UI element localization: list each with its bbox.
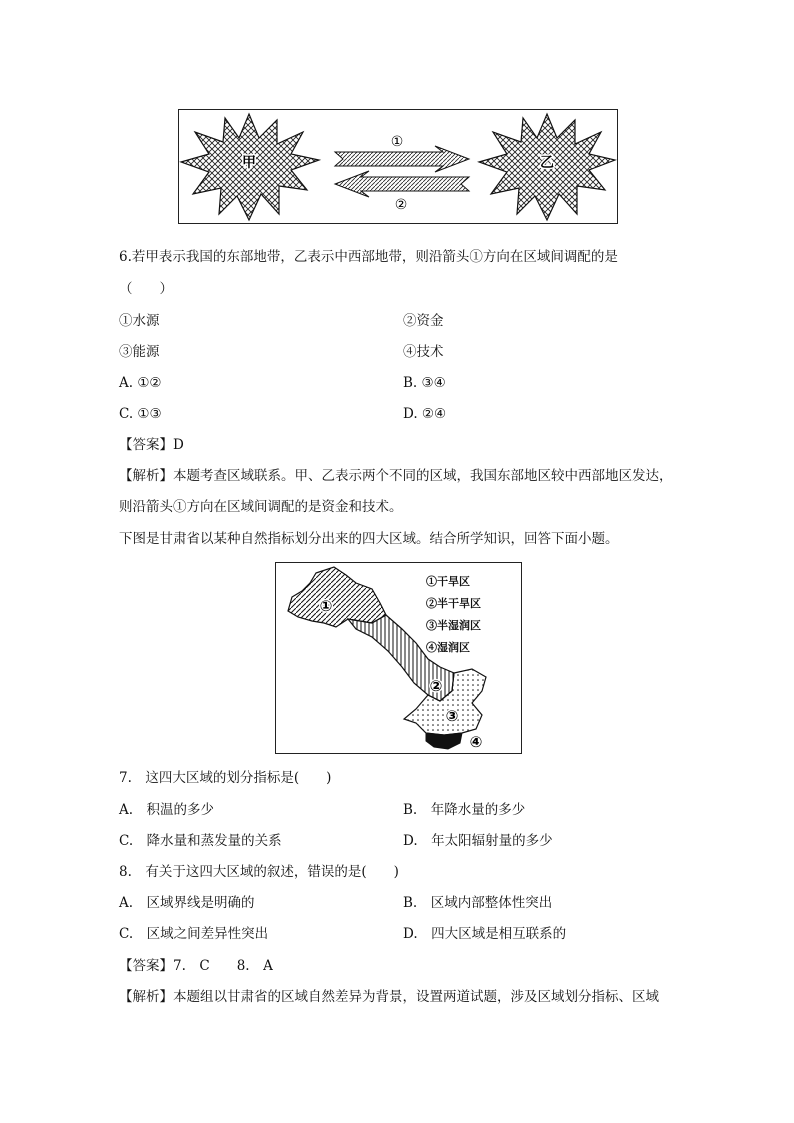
legend-item-humid: ④湿润区	[426, 641, 470, 654]
q6-item-3: ③能源	[119, 344, 160, 360]
q8-stem: 8. 有关于这四大区域的叙述，错误的是( )	[119, 864, 399, 880]
legend-item-arid: ①干旱区	[426, 575, 470, 588]
gansu-map-figure	[275, 562, 522, 754]
region-exchange-figure	[178, 109, 618, 224]
legend-item-semiarid: ②半干旱区	[426, 597, 481, 610]
q6-analysis-line-2: 则沿箭头①方向在区域间调配的是资金和技术。	[119, 499, 403, 515]
q6-analysis-line-1: 【解析】本题考查区域联系。甲、乙表示两个不同的区域，我国东部地区较中西部地区发达，	[119, 468, 673, 484]
q7-stem: 7. 这四大区域的划分指标是( )	[119, 770, 332, 786]
q7-option-d: D. 年太阳辐射量的多少	[403, 833, 553, 849]
q8-option-c: C. 区域之间差异性突出	[119, 926, 269, 942]
region-1-label: ①	[319, 597, 333, 615]
region-yi-label: 乙	[540, 155, 554, 171]
arrow-2	[335, 171, 469, 197]
q8-option-b: B. 区域内部整体性突出	[403, 895, 553, 911]
q6-option-d: D. ②④	[403, 406, 447, 422]
gansu-map	[276, 563, 521, 753]
arrow-1-label: ①	[390, 134, 404, 150]
analysis-7-8: 【解析】本题组以甘肃省的区域自然差异为背景，设置两道试题，涉及区域划分指标、区域	[119, 989, 659, 1005]
q7-option-a: A. 积温的多少	[119, 802, 215, 818]
q7-option-b: B. 年降水量的多少	[403, 802, 526, 818]
q6-item-1: ①水源	[119, 313, 160, 329]
q6-option-b: B. ③④	[403, 375, 446, 391]
q6-stem: 6.若甲表示我国的东部地带，乙表示中西部地带，则沿箭头①方向在区域间调配的是	[119, 249, 618, 265]
region-2-label: ②	[429, 677, 443, 695]
region-exchange-diagram	[179, 110, 617, 223]
q8-option-a: A. 区域界线是明确的	[119, 895, 255, 911]
intro-text: 下图是甘肃省以某种自然指标划分出来的四大区域。结合所学知识，回答下面小题。	[119, 531, 619, 547]
region-1-arid	[288, 567, 386, 627]
q6-paren: （ ）	[119, 281, 173, 297]
arrow-2-label: ②	[394, 197, 408, 213]
q6-option-c: C. ①③	[119, 406, 162, 422]
q7-option-c: C. 降水量和蒸发量的关系	[119, 833, 282, 849]
q8-option-d: D. 四大区域是相互联系的	[403, 926, 567, 942]
q6-option-a: A. ①②	[119, 375, 162, 391]
q6-item-2: ②资金	[403, 313, 444, 329]
region-jia-label: 甲	[242, 155, 256, 171]
region-3-label: ③	[445, 707, 459, 725]
legend-item-semihumid: ③半湿润区	[426, 619, 481, 632]
region-4-humid	[426, 733, 462, 749]
map-legend	[426, 571, 481, 659]
q6-answer: 【答案】D	[119, 437, 184, 453]
region-4-label: ④	[469, 733, 483, 751]
q6-item-4: ④技术	[403, 344, 444, 360]
answer-7-8: 【答案】7. C 8. A	[119, 958, 273, 974]
